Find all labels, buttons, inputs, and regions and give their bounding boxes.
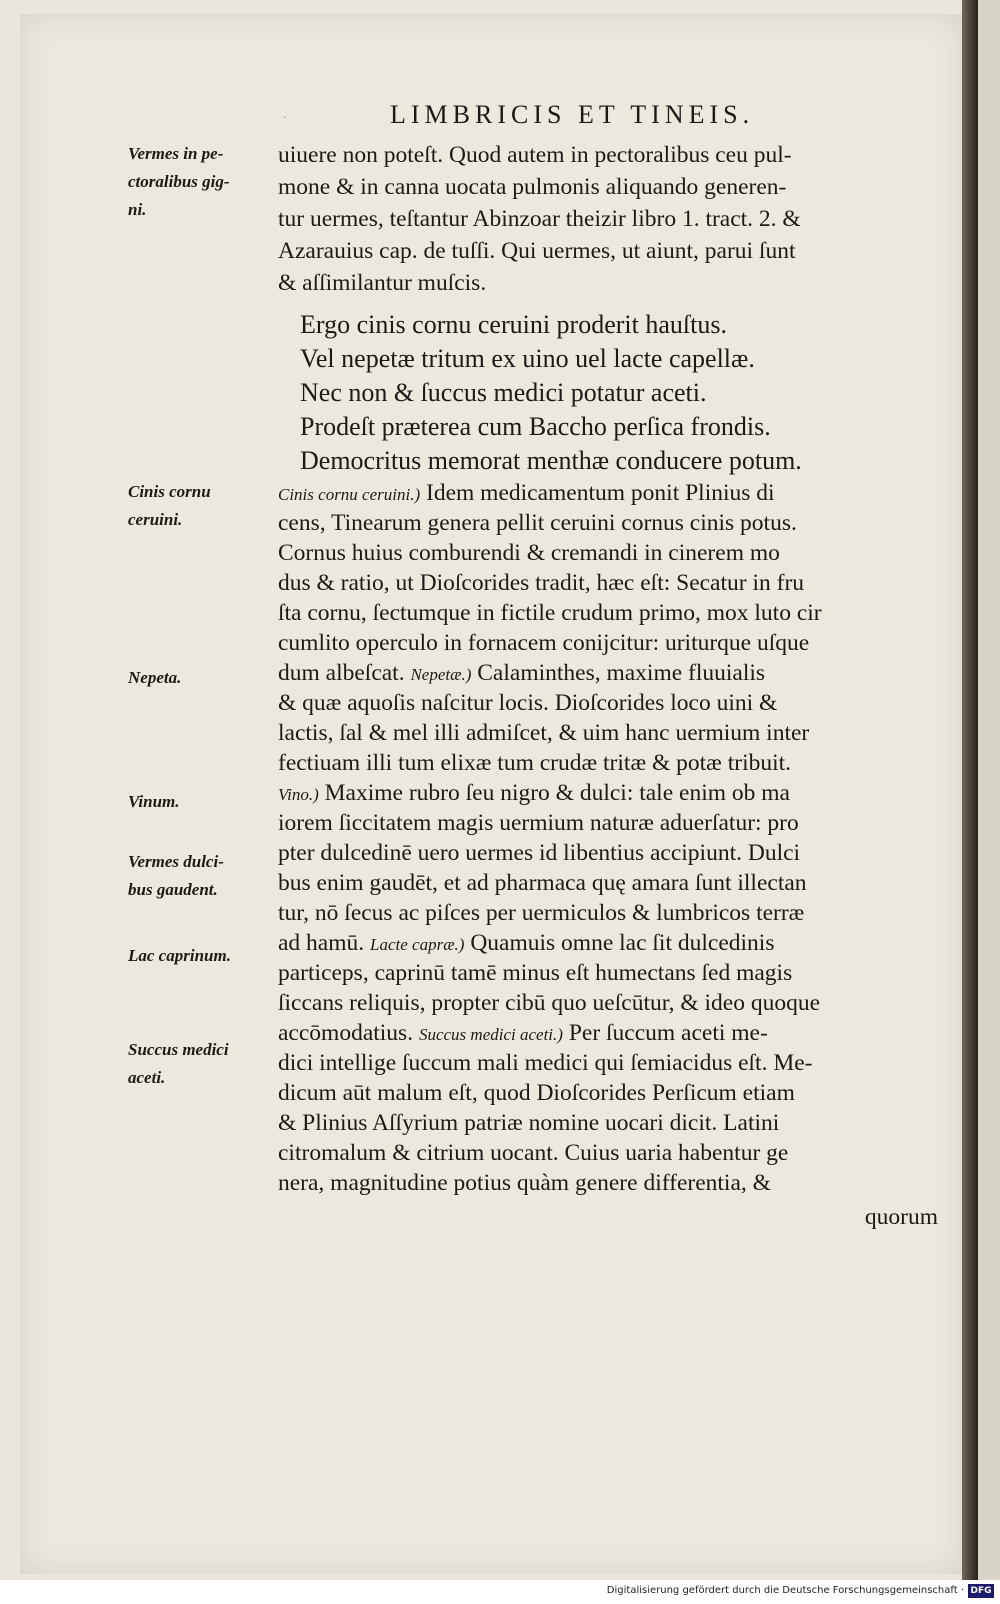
margin-note-vermes-pectoralibus: [128, 140, 268, 224]
margin-note-line: ctoralibus gig-: [128, 172, 230, 191]
margin-note-line: Vinum.: [128, 792, 180, 811]
commentary-text: ad hamū.: [278, 930, 365, 956]
body-line: Azarauius cap. de tuſſi. Qui uermes, ut aiunt, parui ſunt: [278, 238, 796, 264]
commentary-line: & quæ aquoſis naſcitur locis. Dioſcorides loco uini &: [278, 690, 778, 716]
commentary-line: dici intellige ſuccum mali medici qui ſemiacidus eſt. Me-: [278, 1050, 813, 1076]
book-gutter-shadow: [962, 0, 978, 1580]
commentary-line: nera, magnitudine potius quàm genere differentia, &: [278, 1170, 771, 1196]
commentary-text: accōmodatius.: [278, 1020, 414, 1046]
commentary-line: pter dulcedinē uero uermes id libentius accipiunt. Dulci: [278, 840, 801, 866]
commentary-line: [278, 480, 775, 507]
verse-line: Democritus memorat menthæ conducere potum.: [300, 446, 802, 475]
scan-margin: [978, 0, 1000, 1580]
margin-note-line: ni.: [128, 200, 147, 219]
verse-line: Vel nepetæ tritum ex uino uel lacte capellæ.: [300, 344, 755, 373]
margin-note-cinis-cornu: [128, 478, 268, 534]
commentary-text: Idem medicamentum ponit Plinius di: [426, 480, 775, 506]
running-head: LIMBRICIS ET TINEIS.: [390, 100, 755, 129]
verse-line: Nec non & ſuccus medici potatur aceti.: [300, 378, 707, 407]
commentary-line: [278, 780, 790, 807]
margin-note-lac-caprinum: [128, 942, 268, 970]
commentary-line: citromalum & citrium uocant. Cuius uaria habentur ge: [278, 1140, 789, 1166]
margin-note-vinum: [128, 788, 268, 816]
verse-line: Prodeſt præterea cum Baccho perſica frondis.: [300, 412, 771, 441]
body-line: uiuere non poteſt. Quod autem in pectoralibus ceu pul-: [278, 142, 792, 168]
commentary-line: bus enim gaudēt, et ad pharmaca quę amara ſunt illectan: [278, 870, 807, 896]
commentary-text: Calaminthes, maxime fluuialis: [477, 660, 766, 686]
margin-note-line: Cinis cornu: [128, 482, 211, 501]
commentary-text: Maxime rubro ſeu nigro & dulci: tale enim ob ma: [324, 780, 790, 806]
lemma-cinis: Cinis cornu ceruini.): [278, 485, 421, 504]
footer-credit: Digitalisierung gefördert durch die Deutsche Forschungsgemeinschaft ·: [606, 1585, 964, 1596]
commentary-line: lactis, ſal & mel illi admiſcet, & uim hanc uermium inter: [278, 720, 810, 746]
commentary-line: fectiuam illi tum elixæ tum crudæ tritæ & potæ tribuit.: [278, 750, 792, 776]
margin-note-line: bus gaudent.: [128, 880, 218, 899]
commentary-line: iorem ſiccitatem magis uermium naturæ aduerſatur: pro: [278, 810, 799, 836]
margin-note-line: Succus medici: [128, 1040, 229, 1059]
commentary-line: [278, 1020, 768, 1047]
body-line: mone & in canna uocata pulmonis aliquando generen-: [278, 174, 787, 200]
verse-line: Ergo cinis cornu ceruini proderit hauſtus.: [300, 310, 727, 339]
commentary-line: dicum aūt malum eſt, quod Dioſcorides Perſicum etiam: [278, 1080, 795, 1106]
lemma-lacte: Lacte capræ.): [370, 935, 465, 954]
commentary-line: ſta cornu, ſectumque in fictile crudum primo, mox luto cir: [278, 600, 822, 626]
commentary-line: Cornus huius comburendi & cremandi in cinerem mo: [278, 540, 780, 566]
body-line: tur uermes, teſtantur Abinzoar theizir libro 1. tract. 2. &: [278, 206, 801, 232]
commentary-text: dum albeſcat.: [278, 660, 405, 686]
commentary-line: & Plinius Aſſyrium patriæ nomine uocari dicit. Latini: [278, 1110, 780, 1136]
commentary-line: ſiccans reliquis, propter cibū quo ueſcūtur, & ideo quoque: [278, 990, 821, 1016]
body-line: & aſſimilantur muſcis.: [278, 270, 487, 296]
commentary-line: cens, Tinearum genera pellit ceruini cornus cinis potus.: [278, 510, 797, 536]
page-mark: ·: [283, 110, 287, 124]
commentary-line: [278, 930, 774, 957]
margin-note-line: Vermes in pe-: [128, 144, 224, 163]
margin-note-vermes-dulcibus: [128, 848, 268, 904]
commentary-line: dus & ratio, ut Dioſcorides tradit, hæc eſt: Secatur in fru: [278, 570, 805, 596]
catchword: quorum: [864, 1204, 938, 1230]
commentary-line: tur, nō ſecus ac piſces per uermiculos & lumbricos terræ: [278, 900, 805, 926]
commentary-line: [278, 660, 765, 687]
margin-note-line: aceti.: [128, 1068, 166, 1087]
margin-note-line: Nepeta.: [128, 668, 182, 687]
dfg-logo: DFG: [968, 1584, 994, 1598]
margin-note-line: Lac caprinum.: [128, 946, 231, 965]
commentary-line: particeps, caprinū tamē minus eſt humectans ſed magis: [278, 960, 793, 986]
margin-note-succus-medici: [128, 1036, 268, 1092]
lemma-succus: Succus medici aceti.): [418, 1025, 563, 1044]
commentary-text: Quamuis omne lac ſit dulcedinis: [470, 930, 775, 956]
margin-note-line: Vermes dulci-: [128, 852, 224, 871]
lemma-nepetae: Nepetæ.): [410, 665, 472, 684]
margin-note-line: ceruini.: [128, 510, 183, 529]
commentary-text: Per ſuccum aceti me-: [568, 1020, 768, 1046]
lemma-vino: Vino.): [278, 785, 319, 804]
commentary-line: cumlito operculo in fornacem conijcitur: uriturque uſque: [278, 630, 810, 656]
margin-note-nepeta: [128, 664, 268, 692]
